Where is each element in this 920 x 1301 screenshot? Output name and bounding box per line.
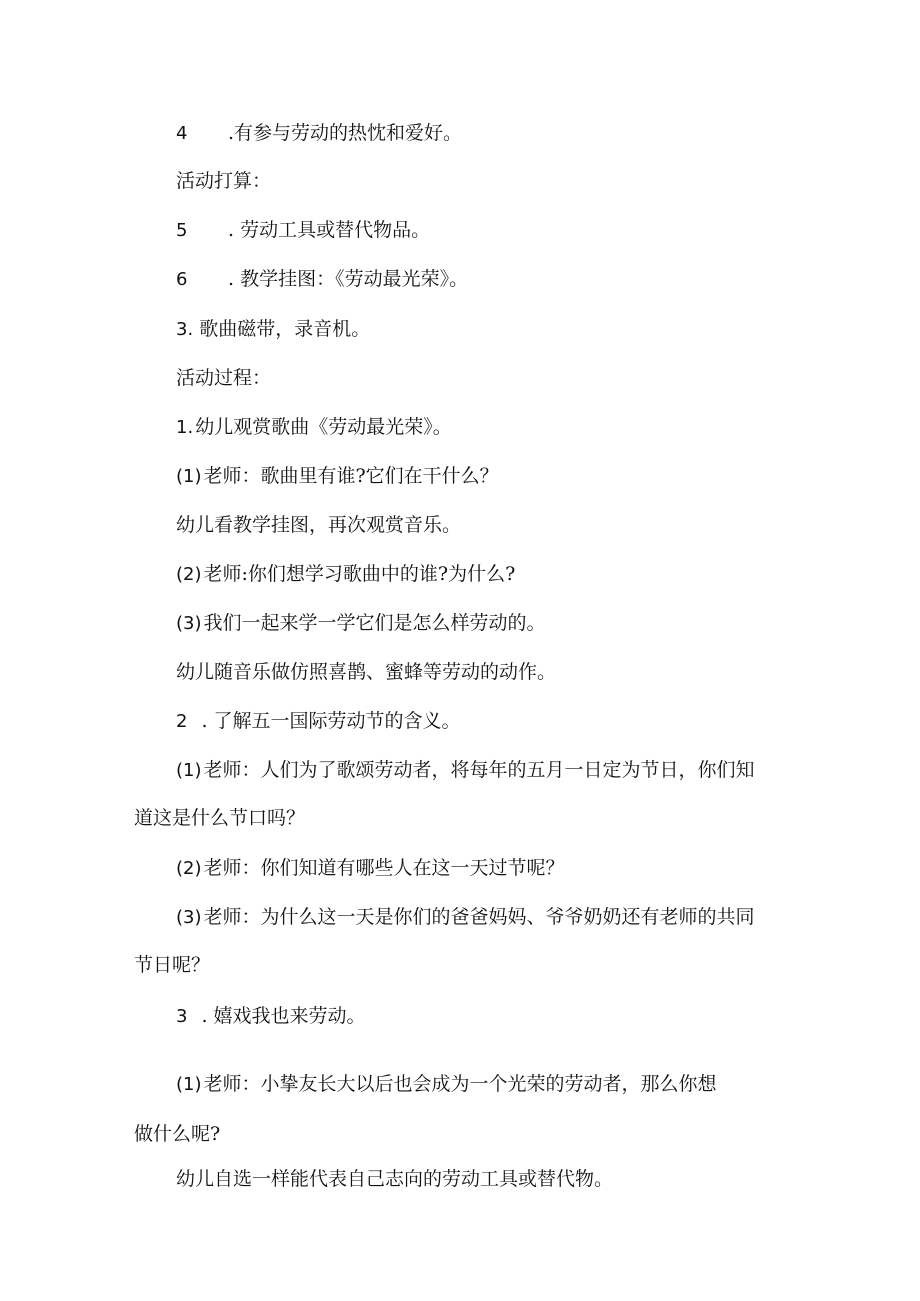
paragraph-step-3 <box>176 1003 366 1030</box>
paragraph-step-2 <box>176 708 461 735</box>
paragraph-text: . 教学挂图：《劳动最光荣》。 <box>228 268 469 290</box>
paragraph-text: 歌曲磁带，录音机。 <box>199 318 371 340</box>
paragraph-text-block <box>176 512 461 538</box>
item-number: 6 <box>176 269 188 290</box>
item-number: 3 <box>176 1006 188 1027</box>
paragraph-text: 老师:你们想学习歌曲中的谁?为什么? <box>203 563 516 585</box>
paragraph-text: .有参与劳动的热忱和爱好。 <box>228 122 463 144</box>
paragraph-step-2-3 <box>176 904 755 931</box>
paragraph-step-2-2 <box>176 855 565 882</box>
paragraph-step-2-1 <box>176 757 755 784</box>
item-number: (1) <box>176 1074 202 1095</box>
paragraph-prep-5 <box>176 217 430 244</box>
paragraph-text: . 了解五一国际劳动节的含义。 <box>201 710 461 732</box>
paragraph-step-1-3 <box>176 610 546 637</box>
paragraph-text: . 嬉戏我也来劳动。 <box>201 1005 366 1027</box>
paragraph-step-1 <box>176 414 452 441</box>
item-number: 5 <box>176 220 188 241</box>
item-number: 3. <box>176 319 194 340</box>
section-heading-process <box>176 365 271 391</box>
item-number: (3) <box>176 613 202 634</box>
paragraph-step-1-2 <box>176 561 515 588</box>
paragraph-continuation <box>134 1121 220 1147</box>
paragraph-text: 幼儿看教学挂图，再次观赏音乐。 <box>176 514 462 536</box>
paragraph-continuation <box>134 805 305 831</box>
paragraph-prep-3 <box>176 316 370 343</box>
paragraph-text: 老师：歌曲里有谁?它们在干什么？ <box>203 465 499 487</box>
item-number: 1. <box>176 417 194 438</box>
paragraph-text: 幼儿观赏歌曲《劳动最光荣》。 <box>195 416 452 438</box>
paragraph-prep-6 <box>176 266 468 293</box>
paragraph-goal-4 <box>176 120 462 147</box>
paragraph-text: 活动过程： <box>176 367 272 389</box>
paragraph-text: 节日呢？ <box>134 954 211 976</box>
paragraph-text: 老师：小挚友长大以后也会成为一个光荣的劳动者，那么你想 <box>203 1073 717 1095</box>
paragraph-text: 做什么呢? <box>134 1123 221 1145</box>
item-number: 4 <box>176 123 188 144</box>
item-number: 2 <box>176 711 188 732</box>
paragraph-continuation <box>134 952 210 978</box>
item-number: (2) <box>176 858 202 879</box>
paragraph-text: 老师：你们知道有哪些人在这一天过节呢？ <box>203 857 565 879</box>
paragraph-text: 幼儿自选一样能代表自己志向的劳动工具或替代物。 <box>176 1168 614 1190</box>
paragraph-text: . 劳动工具或替代物品。 <box>228 219 431 241</box>
paragraph-text: 幼儿随音乐做仿照喜鹊、蜜蜂等劳动的动作。 <box>176 661 557 683</box>
item-number: (2) <box>176 564 202 585</box>
item-number: (1) <box>176 466 202 487</box>
paragraph-text: 老师：人们为了歌颂劳动者，将每年的五月一日定为节日，你们知 <box>203 759 755 781</box>
paragraph-text: 道这是什么节口吗？ <box>134 807 306 829</box>
item-number: (1) <box>176 760 202 781</box>
paragraph-text: 老师：为什么这一天是你们的爸爸妈妈、爷爷奶奶还有老师的共同 <box>203 906 755 928</box>
paragraph-text: 活动打算： <box>176 170 272 192</box>
paragraph-step-1-1 <box>176 463 499 490</box>
paragraph-text-block <box>176 659 556 685</box>
paragraph-step-3-1 <box>176 1071 717 1098</box>
paragraph-text: 我们一起来学一学它们是怎么样劳动的。 <box>203 612 546 634</box>
section-heading-preparation <box>176 168 271 194</box>
paragraph-text-block <box>176 1166 613 1192</box>
item-number: (3) <box>176 907 202 928</box>
